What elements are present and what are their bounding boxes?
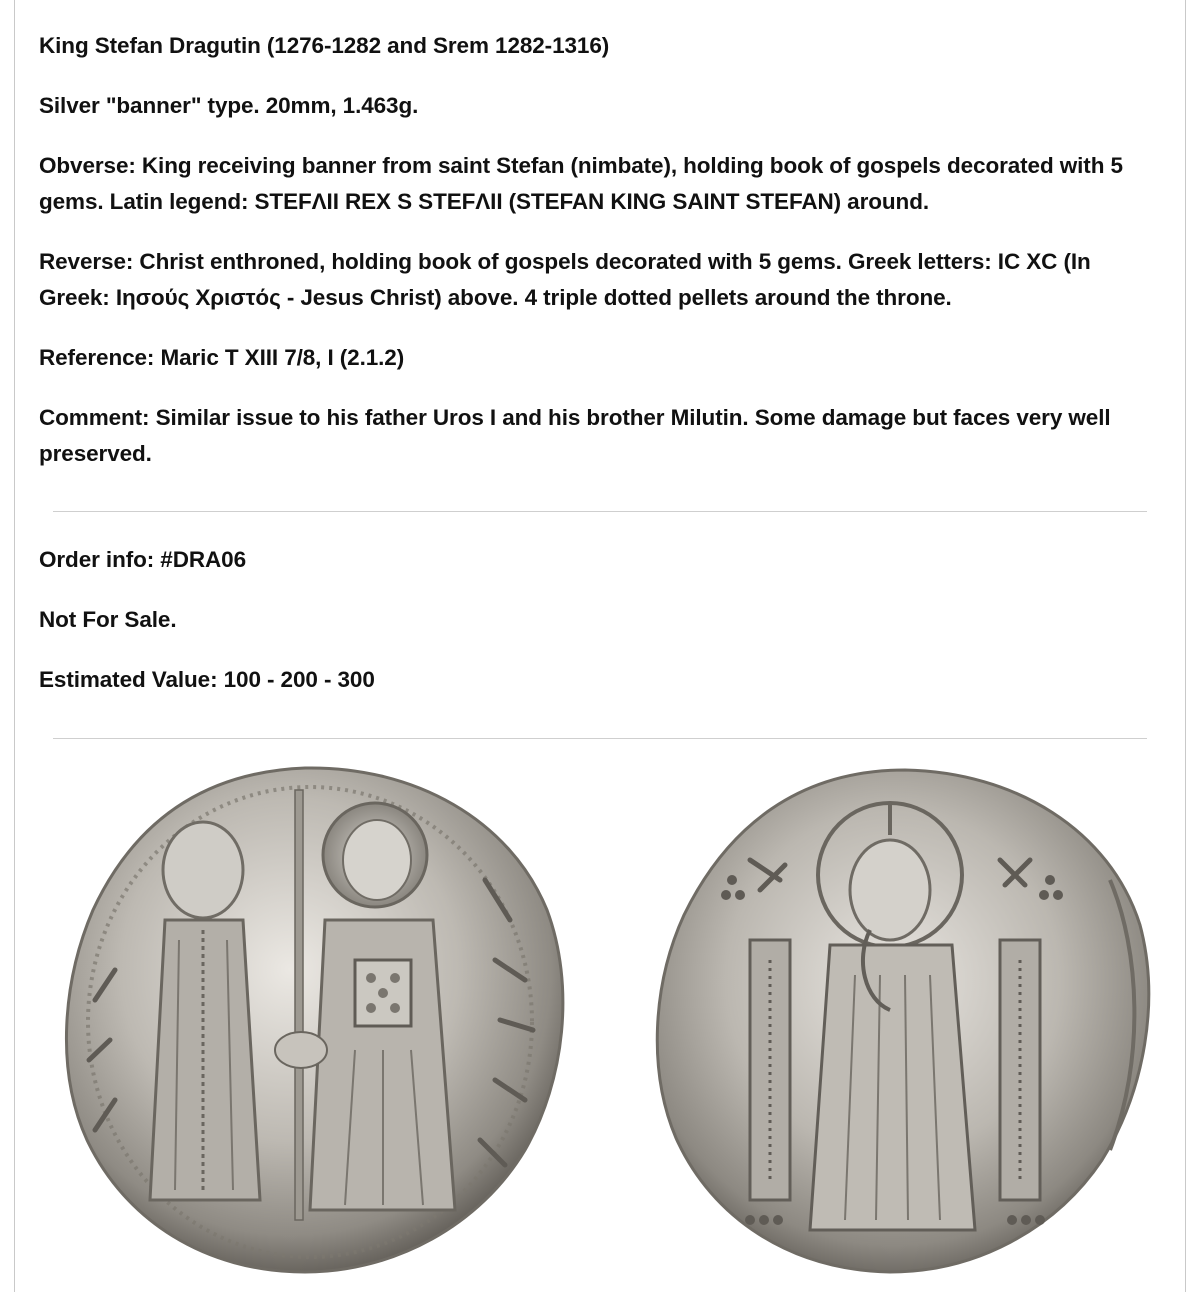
divider	[53, 511, 1147, 512]
coin-images	[55, 760, 1155, 1292]
coin-reverse-photo	[640, 760, 1155, 1280]
order-info-section	[39, 542, 1149, 722]
coin-comment: Comment: Similar issue to his father Uros I and his brother Milutin. Some damage but faces very well preserved.	[39, 405, 1111, 466]
coin-description	[39, 28, 1149, 496]
coin-reference: Reference: Maric T XIII 7/8, I (2.1.2)	[39, 345, 405, 370]
coin-title: King Stefan Dragutin (1276-1282 and Srem 1282-1316)	[39, 33, 610, 58]
coin-reverse-description: Reverse: Christ enthroned, holding book of gospels decorated with 5 gems. Greek letters: IC XC (In Greek: Ιησούς Χριστός - Jesus Christ) above. 4 triple dotted pellets around the throne.	[39, 249, 1091, 310]
page-frame	[14, 0, 1186, 1292]
coin-specs: Silver "banner" type. 20mm, 1.463g.	[39, 93, 419, 118]
order-info: Order info: #DRA06	[39, 547, 246, 572]
divider	[53, 738, 1147, 739]
coin-obverse-description: Obverse: King receiving banner from saint Stefan (nimbate), holding book of gospels decorated with 5 gems. Latin legend: STEFΛII REX S STEFΛII (STEFAN KING SAINT STEFAN) around.	[39, 153, 1123, 214]
sale-status: Not For Sale.	[39, 607, 177, 632]
estimated-value: Estimated Value: 100 - 200 - 300	[39, 667, 375, 692]
coin-obverse-photo	[55, 760, 570, 1280]
